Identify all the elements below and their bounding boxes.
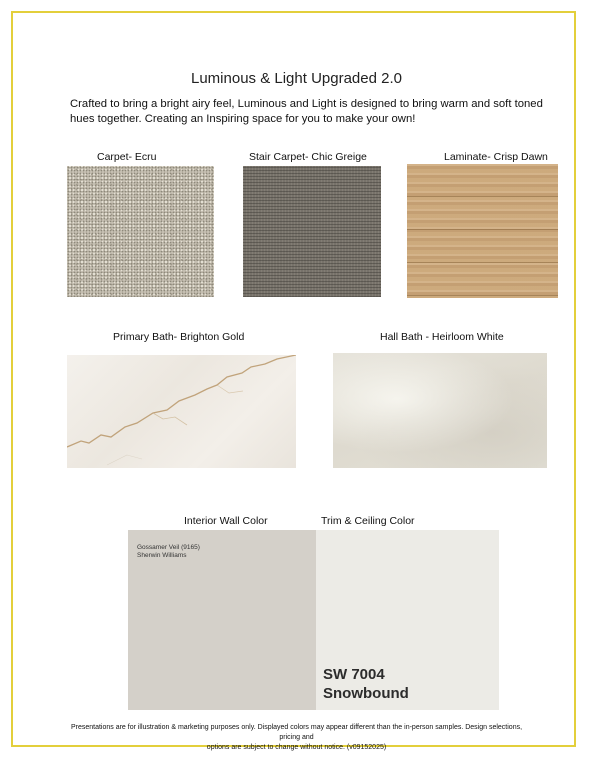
interior-wall-label: Interior Wall Color: [184, 515, 268, 527]
heirloom-white-swatch: [333, 353, 547, 468]
stair-carpet-swatch: [243, 166, 381, 297]
wall-color-chip: [128, 530, 316, 710]
intro-text: Crafted to bring a bright airy feel, Luminous and Light is designed to bring warm and soft toned hues together. Creating an Inspiring space for you to make your own!: [70, 98, 543, 125]
laminate-swatch: [407, 164, 558, 298]
laminate-label: Laminate- Crisp Dawn: [444, 151, 548, 163]
wall-color-brand: Sherwin Williams: [137, 552, 187, 559]
brighton-gold-swatch: [67, 355, 296, 468]
primary-bath-label: Primary Bath- Brighton Gold: [113, 331, 245, 343]
trim-color-code: SW 7004: [323, 666, 385, 683]
trim-ceiling-label: Trim & Ceiling Color: [321, 515, 415, 527]
footer-line-1: Presentations are for illustration & marketing purposes only. Displayed colors may appear different than the in-person samples. Design selections, pricing and: [70, 724, 523, 741]
page-title: Luminous & Light Upgraded 2.0: [191, 70, 402, 87]
footer-line-2: options are subject to change without notice. (v09152025): [206, 744, 387, 751]
stair-carpet-label: Stair Carpet- Chic Greige: [249, 151, 367, 163]
hall-bath-label: Hall Bath - Heirloom White: [380, 331, 504, 343]
carpet-ecru-swatch: [67, 166, 214, 297]
wall-color-name: Gossamer Veil (9165): [137, 544, 200, 551]
trim-color-chip: [316, 530, 499, 710]
disclaimer-footer: [60, 723, 533, 753]
carpet-label: Carpet- Ecru: [97, 151, 157, 163]
trim-color-name: Snowbound: [323, 685, 409, 702]
marble-vein: [67, 355, 296, 468]
